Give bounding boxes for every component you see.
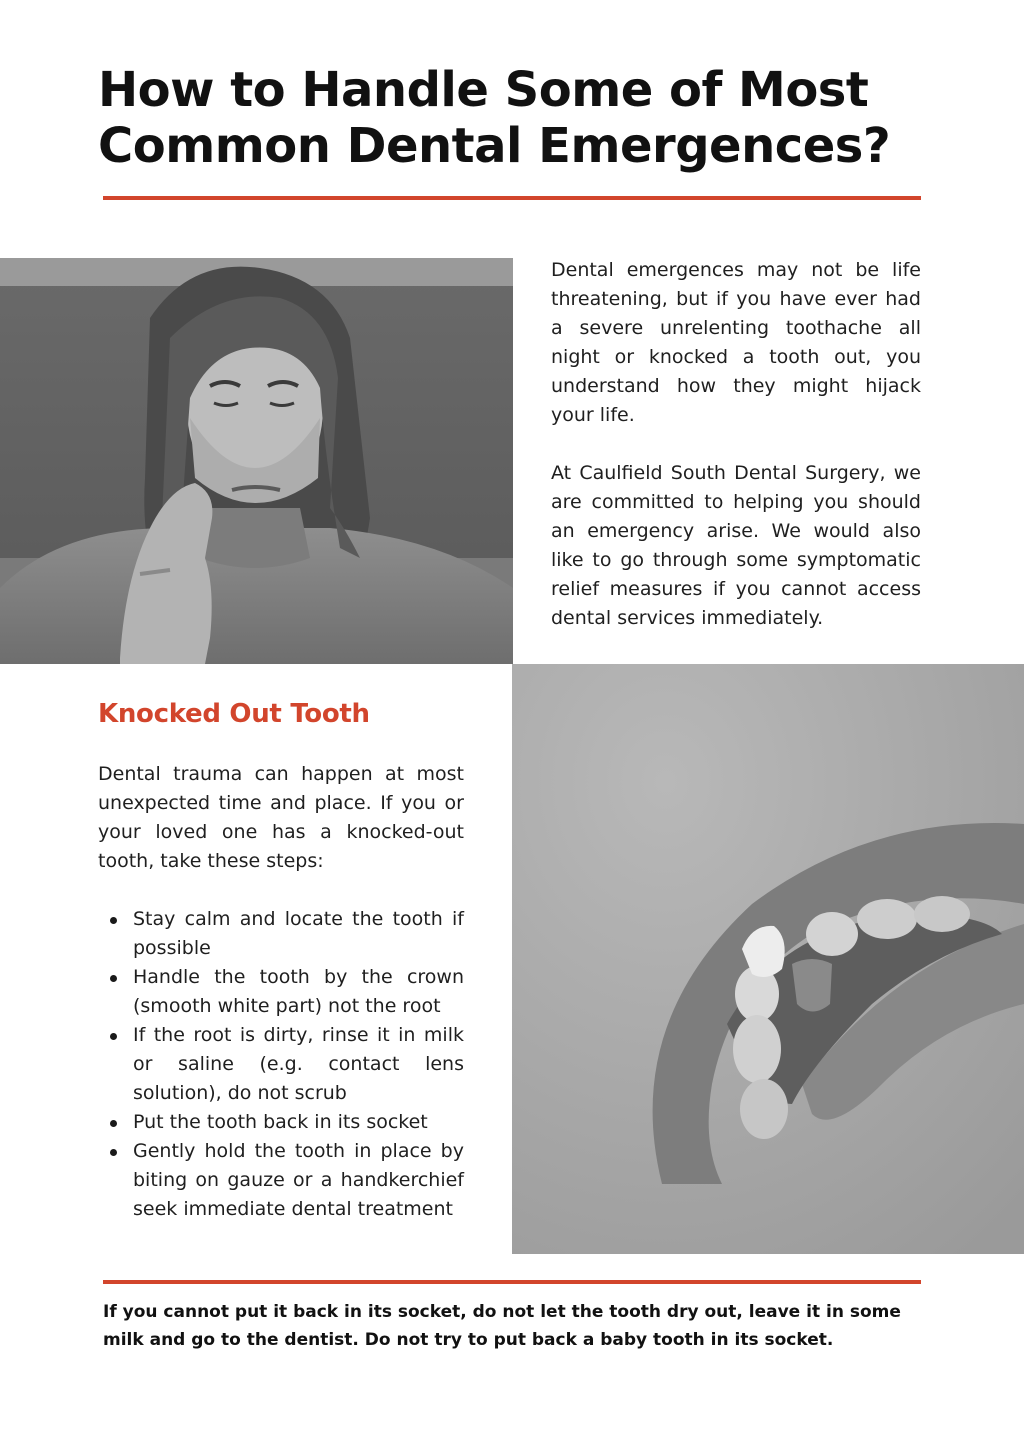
list-item (98, 963, 464, 1021)
list-item-text: Handle the tooth by the crown (smooth white part) not the root (133, 966, 464, 1017)
list-item (98, 905, 464, 963)
list-item-text: Gently hold the tooth in place by biting on gauze or a handkerchief seek immediate dental treatment (133, 1140, 464, 1220)
bottom-divider (103, 1280, 921, 1284)
title-line-1: How to Handle Some of Most (98, 62, 869, 118)
footer-note: If you cannot put it back in its socket, do not let the tooth dry out, leave it in some milk and go to the dentist. Do not try to put back a baby tooth in its socket. (103, 1302, 901, 1350)
list-item-text: Put the tooth back in its socket (133, 1111, 428, 1133)
list-item (98, 1021, 464, 1108)
section-paragraph: Dental trauma can happen at most unexpected time and place. If you or your loved one has a knocked-out tooth, take these steps: (98, 763, 464, 872)
bullet-icon (110, 1120, 117, 1127)
intro-text (551, 256, 921, 662)
knocked-out-tooth-section (98, 696, 464, 1224)
bullet-icon (110, 1149, 117, 1156)
bullet-icon (110, 975, 117, 982)
title-line-2: Common Dental Emergences? (98, 118, 891, 174)
steps-list (98, 905, 464, 1224)
toothache-woman-photo (0, 258, 513, 664)
list-item-text: Stay calm and locate the tooth if possible (133, 908, 464, 959)
list-item (98, 1137, 464, 1224)
bullet-icon (110, 1033, 117, 1040)
intro-paragraph-2: At Caulfield South Dental Surgery, we are committed to helping you should an emergency arise. We would also like to go through some symptomatic relief measures if you cannot access dental services immediately. (551, 462, 921, 629)
page-title (98, 62, 938, 174)
section-heading: Knocked Out Tooth (98, 699, 370, 729)
knocked-tooth-mouth-photo (512, 664, 1024, 1254)
list-item (98, 1108, 464, 1137)
list-item-text: If the root is dirty, rinse it in milk or saline (e.g. contact lens solution), do not scrub (133, 1024, 464, 1104)
intro-paragraph-1: Dental emergences may not be life threatening, but if you have ever had a severe unrelenting toothache all night or knocked a tooth out, you understand how they might hijack your life. (551, 259, 921, 426)
bullet-icon (110, 917, 117, 924)
top-divider (103, 196, 921, 200)
